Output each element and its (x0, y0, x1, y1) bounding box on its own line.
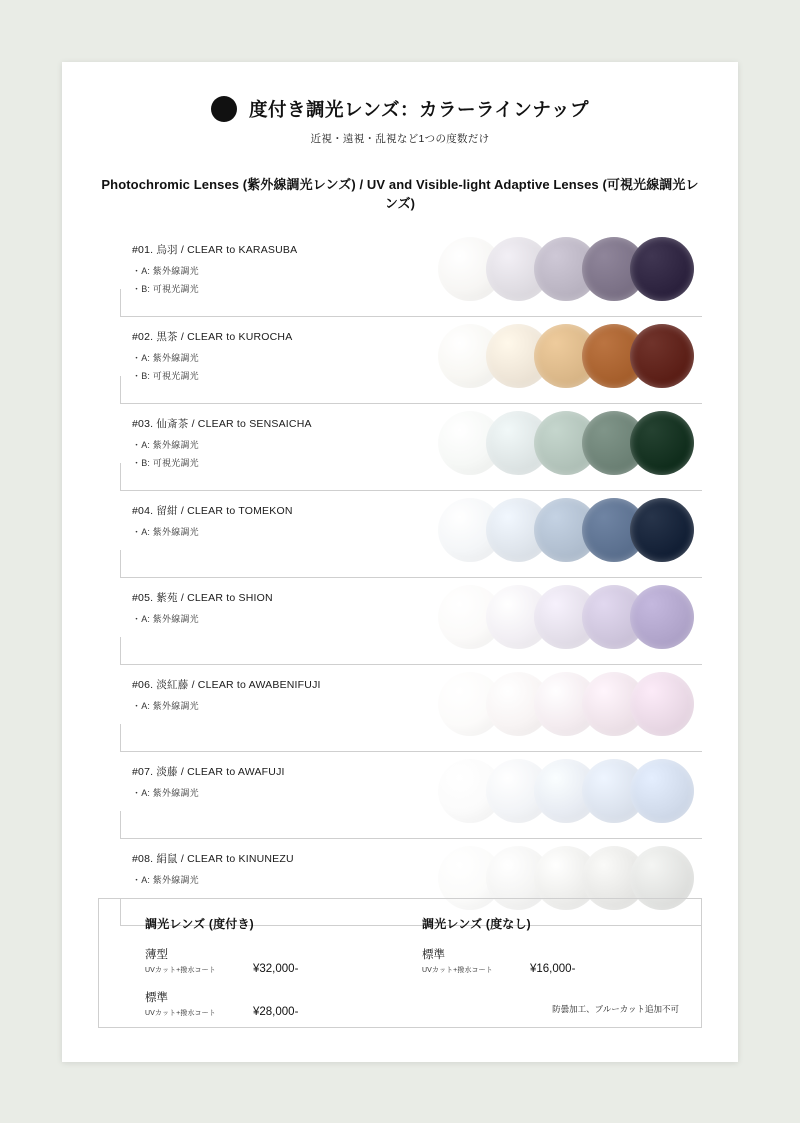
lens-swatch (630, 411, 694, 475)
row-left-tick (120, 463, 121, 491)
lens-row-text (132, 416, 312, 469)
lens-swatch-group (438, 672, 698, 738)
price-label: 標準 (145, 992, 168, 1004)
lens-note: ・B: 可視光調光 (132, 371, 199, 381)
price-column-title: 調光レンズ (度なし) (422, 917, 531, 931)
lens-note: ・A: 紫外線調光 (132, 353, 199, 363)
price-sublabel: UVカット+撥水コート (422, 967, 493, 974)
lens-list (98, 230, 702, 926)
lens-swatch-group (438, 498, 698, 564)
lens-note: ・A: 紫外線調光 (132, 788, 199, 798)
lens-name: #02. 黒茶 / CLEAR to KUROCHA (132, 331, 293, 343)
lens-row-text (132, 764, 285, 799)
lens-note: ・B: 可視光調光 (132, 458, 199, 468)
document-page (62, 62, 738, 1062)
price-item (422, 946, 677, 975)
price-item (145, 946, 400, 975)
lens-row (98, 578, 702, 665)
lens-row-text (132, 242, 297, 295)
price-sublabel: UVカット+撥水コート (145, 1010, 216, 1017)
lens-name: #07. 淡藤 / CLEAR to AWAFUJI (132, 766, 285, 778)
lens-row (98, 665, 702, 752)
price-column-prescription (123, 915, 400, 1018)
price-column-title: 調光レンズ (度付き) (145, 917, 254, 931)
main-title-text: 度付き調光レンズ：カラーラインナップ (248, 99, 590, 120)
lens-row-text (132, 590, 273, 625)
lens-row (98, 404, 702, 491)
lens-note: ・A: 紫外線調光 (132, 701, 199, 711)
lens-swatch (630, 237, 694, 301)
lens-name: #08. 絹鼠 / CLEAR to KINUNEZU (132, 853, 294, 865)
price-item-labels (422, 946, 530, 975)
page-title (98, 96, 702, 122)
lens-swatch-group (438, 411, 698, 477)
price-item-labels (145, 946, 253, 975)
lens-swatch-group (438, 585, 698, 651)
lens-row-text (132, 329, 292, 382)
lens-swatch (630, 759, 694, 823)
lens-note: ・A: 紫外線調光 (132, 266, 199, 276)
price-columns (99, 899, 701, 1018)
lens-note: ・B: 可視光調光 (132, 284, 199, 294)
row-left-tick (120, 811, 121, 839)
row-left-tick (120, 637, 121, 665)
price-box (98, 898, 702, 1028)
lens-row (98, 317, 702, 404)
lens-swatch (630, 672, 694, 736)
section-title: Photochromic Lenses (紫外線調光レンズ) / UV and Visible-light Adaptive Lenses (可視光線調光レンズ) (101, 177, 699, 211)
price-value: ¥16,000- (530, 963, 576, 975)
row-left-tick (120, 550, 121, 578)
lens-row-text (132, 677, 321, 712)
row-left-tick (120, 376, 121, 404)
lens-row-text (132, 851, 294, 886)
lens-note: ・A: 紫外線調光 (132, 440, 199, 450)
price-sublabel: UVカット+撥水コート (145, 967, 216, 974)
lens-note: ・A: 紫外線調光 (132, 527, 199, 537)
price-value: ¥28,000- (253, 1006, 299, 1018)
price-label: 標準 (422, 949, 445, 961)
lens-swatch (630, 498, 694, 562)
lens-swatch (630, 324, 694, 388)
row-left-tick (120, 289, 121, 317)
lens-swatch-group (438, 759, 698, 825)
lens-name: #03. 仙斎茶 / CLEAR to SENSAICHA (132, 418, 312, 430)
black-circle-icon (211, 96, 237, 122)
lens-row (98, 491, 702, 578)
price-item-labels (145, 989, 253, 1018)
page-inner (62, 62, 738, 926)
subtitle-text: 近視・遠視・乱視など1つの度数だけ (310, 133, 490, 145)
lens-note: ・A: 紫外線調光 (132, 614, 199, 624)
lens-name: #05. 紫苑 / CLEAR to SHION (132, 592, 273, 604)
lens-name: #06. 淡紅藤 / CLEAR to AWABENIFUJI (132, 679, 321, 691)
lens-swatch (630, 585, 694, 649)
lens-note: ・A: 紫外線調光 (132, 875, 199, 885)
price-label: 薄型 (145, 949, 168, 961)
lens-row (98, 752, 702, 839)
price-value: ¥32,000- (253, 963, 299, 975)
lens-name: #01. 烏羽 / CLEAR to KARASUBA (132, 244, 298, 256)
lens-swatch-group (438, 237, 698, 303)
lens-row (98, 230, 702, 317)
price-footnote: 防曇加工、ブルーカット追加不可 (552, 1004, 679, 1014)
lens-swatch-group (438, 324, 698, 390)
price-item (145, 989, 400, 1018)
lens-name: #04. 留紺 / CLEAR to TOMEKON (132, 505, 293, 517)
lens-row-text (132, 503, 293, 538)
row-left-tick (120, 724, 121, 752)
